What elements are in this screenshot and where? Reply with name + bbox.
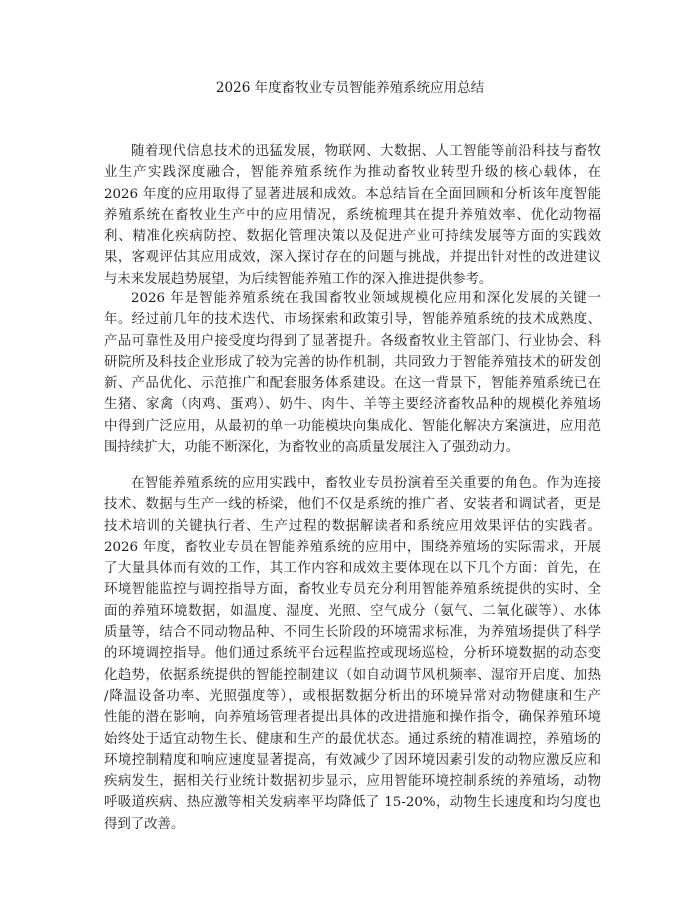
- paragraph-line: 的环境调控指导。他们通过系统平台远程监控或现场巡检，分析环境数据的动态变: [104, 646, 601, 662]
- paragraph-background: [104, 288, 601, 458]
- paragraph-line: 2026 年是智能养殖系统在我国畜牧业领域规模化应用和深化发展的关键一: [131, 291, 601, 306]
- paragraph-line: 在智能养殖系统的应用实践中，畜牧业专员扮演着至关重要的角色。作为连接: [131, 476, 601, 491]
- paragraph-line: 产品可靠性及用户接受度均得到了显著提升。各级畜牧业主管部门、行业协会、科: [104, 333, 601, 349]
- paragraph-line: 得到了改善。: [104, 816, 185, 832]
- paragraph-specialist-role: [104, 473, 601, 835]
- paragraph-line: 呼吸道疾病、热应激等相关发病率平均降低了 15-20%，动物生长速度和均匀度也: [104, 795, 601, 811]
- paragraph-line: /降温设备功率、光照强度等），或根据数据分析出的环境异常对动物健康和生产: [104, 688, 601, 704]
- paragraph-line: 果，客观评估其应用成效，深入探讨存在的问题与挑战，并提出针对性的改进建议: [104, 250, 601, 266]
- paragraph-line: 面的养殖环境数据，如温度、湿度、光照、空气成分（氨气、二氧化碳等）、水体: [104, 603, 601, 619]
- paragraph-line: 2026 年度，畜牧业专员在智能养殖系统的应用中，围绕养殖场的实际需求，开展: [104, 539, 601, 555]
- paragraph-line: 利、精准化疾病防控、数据化管理决策以及促进产业可持续发展等方面的实践效: [104, 229, 601, 245]
- paragraph-line: 中得到广泛应用，从最初的单一功能模块向集成化、智能化解决方案演进，应用范: [104, 418, 601, 434]
- paragraph-line: 质量等，结合不同动物品种、不同生长阶段的环境需求标准，为养殖场提供了科学: [104, 625, 601, 641]
- paragraph-line: 生猪、家禽（肉鸡、蛋鸡）、奶牛、肉牛、羊等主要经济畜牧品种的规模化养殖场: [104, 397, 601, 413]
- paragraph-line: 新、产品优化、示范推广和配套服务体系建设。在这一背景下，智能养殖系统已在: [104, 376, 601, 392]
- paragraph-line: 技术培训的关键执行者、生产过程的数据解读者和系统应用效果评估的实践者。: [104, 518, 601, 534]
- paragraph-line: 性能的潜在影响，向养殖场管理者提出具体的改进措施和操作指令，确保养殖环境: [104, 710, 601, 726]
- paragraph-line: 环境智能监控与调控指导方面，畜牧业专员充分利用智能养殖系统提供的实时、全: [104, 582, 601, 598]
- paragraph-line: 疾病发生，据相关行业统计数据初步显示，应用智能环境控制系统的养殖场，动物: [104, 774, 601, 790]
- paragraph-line: 研院所及科技企业形成了较为完善的协作机制，共同致力于智能养殖技术的研发创: [104, 354, 601, 370]
- paragraph-line: 了大量具体而有效的工作，其工作内容和成效主要体现在以下几个方面：首先，在: [104, 561, 601, 577]
- paragraph-line: 始终处于适宜动物生长、健康和生产的最优状态。通过系统的精准调控，养殖场的: [104, 731, 601, 747]
- document-title: 2026 年度畜牧业专员智能养殖系统应用总结: [215, 80, 485, 96]
- paragraph-line: 环境控制精度和响应速度显著提高，有效减少了因环境因素引发的动物应激反应和: [104, 752, 601, 768]
- paragraph-line: 业生产实践深度融合，智能养殖系统作为推动畜牧业转型升级的核心载体，在: [104, 165, 601, 181]
- paragraph-line: 年。经过前几年的技术迭代、市场探索和政策引导，智能养殖系统的技术成熟度、: [104, 312, 601, 328]
- paragraph-line: 围持续扩大，功能不断深化，为畜牧业的高质量发展注入了强劲动力。: [104, 440, 520, 456]
- paragraph-line: 养殖系统在畜牧业生产中的应用情况，系统梳理其在提升养殖效率、优化动物福: [104, 207, 601, 223]
- paragraph-line: 2026 年度的应用取得了显著进展和成效。本总结旨在全面回顾和分析该年度智能: [104, 186, 601, 202]
- paragraph-line: 随着现代信息技术的迅猛发展，物联网、大数据、人工智能等前沿科技与畜牧: [131, 144, 601, 159]
- paragraph-introduction: [104, 141, 601, 290]
- paragraph-line: 技术、数据与生产一线的桥梁，他们不仅是系统的推广者、安装者和调试者，更是: [104, 497, 601, 513]
- paragraph-line: 与未来发展趋势展望，为后续智能养殖工作的深入推进提供参考。: [104, 271, 493, 287]
- paragraph-line: 化趋势，依据系统提供的智能控制建议（如自动调节风机频率、湿帘开启度、加热: [104, 667, 601, 683]
